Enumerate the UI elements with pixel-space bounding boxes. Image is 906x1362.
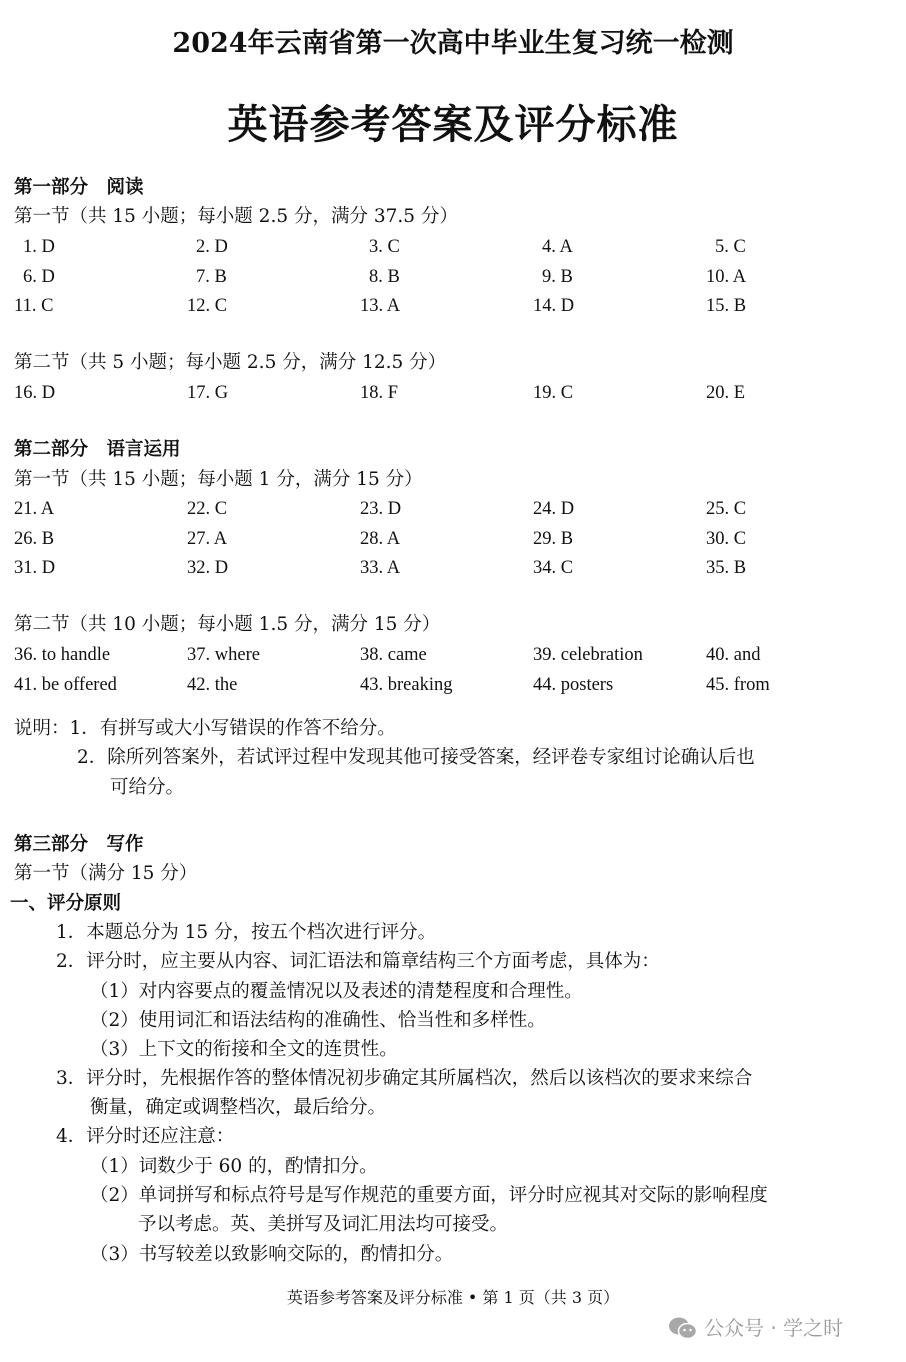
- answer-item: 23. D: [360, 499, 402, 519]
- answer-item: 19. C: [533, 383, 574, 403]
- answer-item: 39. celebration: [533, 645, 643, 665]
- answer-item: 18. F: [360, 383, 399, 403]
- answer-row: [0, 643, 906, 667]
- part1-heading: 第一部分 阅读: [14, 177, 144, 198]
- answer-item: 20. E: [706, 383, 746, 403]
- answer-item: 33. A: [360, 558, 401, 578]
- answer-item: 25. C: [706, 499, 747, 519]
- answer-item: 42. the: [187, 674, 238, 695]
- answer-item: 27. A: [187, 528, 228, 549]
- answer-row: [0, 294, 906, 318]
- answer-row: [0, 497, 906, 521]
- answer-item: 21. A: [14, 499, 55, 519]
- answer-item: 16. D: [14, 383, 56, 403]
- note-2-cont: 可给分。: [110, 777, 185, 798]
- answer-item: 38. came: [360, 645, 427, 665]
- answer-row: [0, 235, 906, 259]
- answer-item: 28. A: [360, 528, 401, 549]
- answer-item: 4. A: [542, 237, 573, 257]
- answer-item: 41. be offered: [14, 674, 117, 695]
- answer-item: 5. C: [715, 237, 746, 257]
- page-footer: 英语参考答案及评分标准 • 第 1 页（共 3 页）: [286, 1288, 620, 1307]
- principle-line: （2）使用词汇和语法结构的准确性、恰当性和多样性。: [90, 1010, 546, 1031]
- answer-item: 6. D: [23, 266, 55, 287]
- answer-item: 2. D: [196, 237, 228, 257]
- answer-item: 13. A: [360, 296, 401, 316]
- answer-item: 3. C: [369, 237, 400, 257]
- answer-item: 12. C: [187, 296, 228, 316]
- part1-sec1-heading: 第一节（共 15 小题；每小题 2.5 分，满分 37.5 分）: [14, 206, 458, 227]
- answer-row: [0, 527, 906, 551]
- answer-row: [0, 265, 906, 289]
- answer-item: 44. posters: [533, 674, 614, 695]
- answer-item: 14. D: [533, 296, 575, 316]
- principle-line: 予以考虑。英、美拼写及词汇用法均可接受。: [138, 1214, 509, 1235]
- principle-line: 1．本题总分为 15 分，按五个档次进行评分。: [56, 922, 437, 943]
- exam-title: 2024年云南省第一次高中毕业生复习统一检测: [172, 28, 734, 59]
- part1-sec2-heading: 第二节（共 5 小题；每小题 2.5 分，满分 12.5 分）: [14, 352, 447, 373]
- answer-item: 22. C: [187, 499, 228, 519]
- answer-item: 15. B: [706, 296, 747, 316]
- principle-line: 衡量，确定或调整档次，最后给分。: [90, 1097, 387, 1118]
- answer-item: 1. D: [23, 237, 55, 257]
- answer-item: 34. C: [533, 558, 574, 578]
- answer-item: 37. where: [187, 645, 260, 665]
- part3-heading: 第三部分 写作: [14, 834, 144, 855]
- answer-item: 40. and: [706, 645, 761, 665]
- answer-item: 30. C: [706, 528, 747, 549]
- watermark-text: 公众号 · 学之时: [704, 1316, 844, 1340]
- principle-line: （1）对内容要点的覆盖情况以及表述的清楚程度和合理性。: [90, 981, 583, 1002]
- answer-item: 32. D: [187, 558, 229, 578]
- principles-heading: 一、评分原则: [10, 893, 122, 914]
- note-1: 说明：1．有拼写或大小写错误的作答不给分。: [14, 718, 396, 739]
- watermark: [668, 1314, 843, 1342]
- answer-item: 43. breaking: [360, 674, 453, 695]
- part2-sec1-heading: 第一节（共 15 小题；每小题 1 分，满分 15 分）: [14, 469, 423, 490]
- answer-item: 17. G: [187, 383, 229, 403]
- principle-line: 3．评分时，先根据作答的整体情况初步确定其所属档次，然后以该档次的要求来综合: [56, 1068, 753, 1089]
- answer-row: [0, 556, 906, 580]
- principle-line: 2．评分时，应主要从内容、词汇语法和篇章结构三个方面考虑，具体为：: [56, 951, 660, 972]
- part2-heading: 第二部分 语言运用: [14, 439, 181, 460]
- wechat-icon: [668, 1316, 698, 1340]
- part3-sec1-heading: 第一节（满分 15 分）: [14, 863, 198, 884]
- note-2: 2．除所列答案外，若试评过程中发现其他可接受答案，经评卷专家组讨论确认后也: [77, 747, 755, 768]
- answer-row: [0, 381, 906, 405]
- answer-item: 7. B: [196, 266, 227, 287]
- answer-item: 35. B: [706, 558, 747, 578]
- answer-item: 29. B: [533, 528, 574, 549]
- answer-item: 36. to handle: [14, 645, 111, 665]
- answer-item: 31. D: [14, 558, 56, 578]
- principle-line: （1）词数少于 60 的，酌情扣分。: [90, 1156, 378, 1177]
- principle-line: 4．评分时还应注意：: [56, 1126, 235, 1147]
- answer-item: 9. B: [542, 266, 573, 287]
- principle-line: （3）书写较差以致影响交际的，酌情扣分。: [90, 1244, 454, 1265]
- document-title: 英语参考答案及评分标准: [227, 101, 679, 148]
- answer-item: 24. D: [533, 499, 575, 519]
- answer-item: 45. from: [706, 674, 770, 695]
- answer-item: 8. B: [369, 266, 400, 287]
- principle-line: （2）单词拼写和标点符号是写作规范的重要方面，评分时应视其对交际的影响程度: [90, 1185, 768, 1206]
- answer-row: [0, 673, 906, 697]
- answer-item: 26. B: [14, 528, 55, 549]
- part2-sec2-heading: 第二节（共 10 小题；每小题 1.5 分，满分 15 分）: [14, 614, 441, 635]
- principle-line: （3）上下文的衔接和全文的连贯性。: [90, 1039, 398, 1060]
- answer-item: 10. A: [706, 266, 747, 287]
- answer-item: 11. C: [14, 296, 54, 316]
